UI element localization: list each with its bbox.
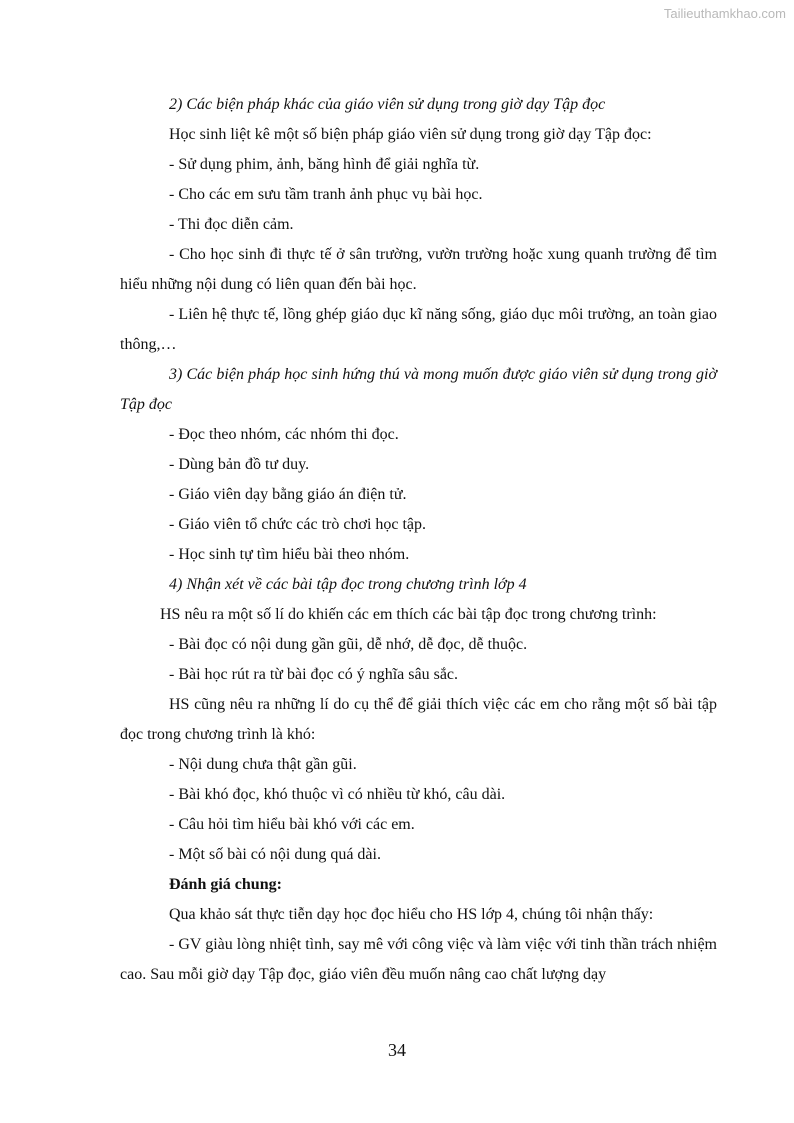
list-item: - Giáo viên dạy bằng giáo án điện tử. — [169, 486, 407, 503]
list-item: - Nội dung chưa thật gần gũi. — [169, 756, 357, 773]
list-item: - Bài khó đọc, khó thuộc vì có nhiều từ khó, câu dài. — [169, 786, 506, 803]
paragraph: HS cũng nêu ra những lí do cụ thể để giải thích việc các em cho rằng một số bài tập đọc trong chương trình là khó: — [120, 696, 717, 743]
document-body — [120, 90, 717, 990]
section-heading-3: 3) Các biện pháp học sinh hứng thú và mong muốn được giáo viên sử dụng trong giờ Tập đọc — [120, 366, 717, 413]
section-heading-4: 4) Nhận xét về các bài tập đọc trong chương trình lớp 4 — [169, 576, 527, 593]
list-item: - Đọc theo nhóm, các nhóm thi đọc. — [169, 426, 399, 443]
list-item: - Bài học rút ra từ bài đọc có ý nghĩa sâu sắc. — [169, 666, 459, 683]
list-item: - Một số bài có nội dung quá dài. — [169, 846, 381, 863]
list-item: - Cho học sinh đi thực tế ở sân trường, vườn trường hoặc xung quanh trường để tìm hiểu những nội dung có liên quan đến bài học. — [120, 246, 717, 293]
paragraph: HS nêu ra một số lí do khiến các em thích các bài tập đọc trong chương trình: — [160, 606, 657, 623]
list-item: - Giáo viên tổ chức các trò chơi học tập. — [169, 516, 427, 533]
list-item: - Thi đọc diễn cảm. — [169, 216, 294, 233]
list-item: - Học sinh tự tìm hiểu bài theo nhóm. — [169, 546, 410, 563]
section-heading-2: 2) Các biện pháp khác của giáo viên sử dụng trong giờ dạy Tập đọc — [169, 96, 606, 113]
list-item: - Dùng bản đồ tư duy. — [169, 456, 310, 473]
watermark: Tailieuthamkhao.com — [663, 6, 786, 21]
page-number: 34 — [388, 1040, 406, 1060]
summary-heading: Đánh giá chung: — [169, 876, 282, 893]
list-item: - Liên hệ thực tế, lồng ghép giáo dục kĩ năng sống, giáo dục môi trường, an toàn giao thông,… — [120, 306, 717, 353]
list-item: - Sử dụng phim, ảnh, băng hình để giải nghĩa từ. — [169, 156, 480, 173]
list-item: - Bài đọc có nội dung gần gũi, dễ nhớ, dễ đọc, dễ thuộc. — [169, 636, 528, 653]
list-item: - Câu hỏi tìm hiểu bài khó với các em. — [169, 816, 415, 833]
paragraph: Học sinh liệt kê một số biện pháp giáo viên sử dụng trong giờ dạy Tập đọc: — [169, 126, 652, 143]
paragraph: - GV giàu lòng nhiệt tình, say mê với công việc và làm việc với tinh thần trách nhiệm cao. Sau mỗi giờ dạy Tập đọc, giáo viên đều muốn nâng cao chất lượng dạy — [120, 936, 717, 983]
paragraph: Qua khảo sát thực tiễn dạy học đọc hiểu cho HS lớp 4, chúng tôi nhận thấy: — [169, 906, 654, 923]
list-item: - Cho các em sưu tầm tranh ảnh phục vụ bài học. — [169, 186, 483, 203]
